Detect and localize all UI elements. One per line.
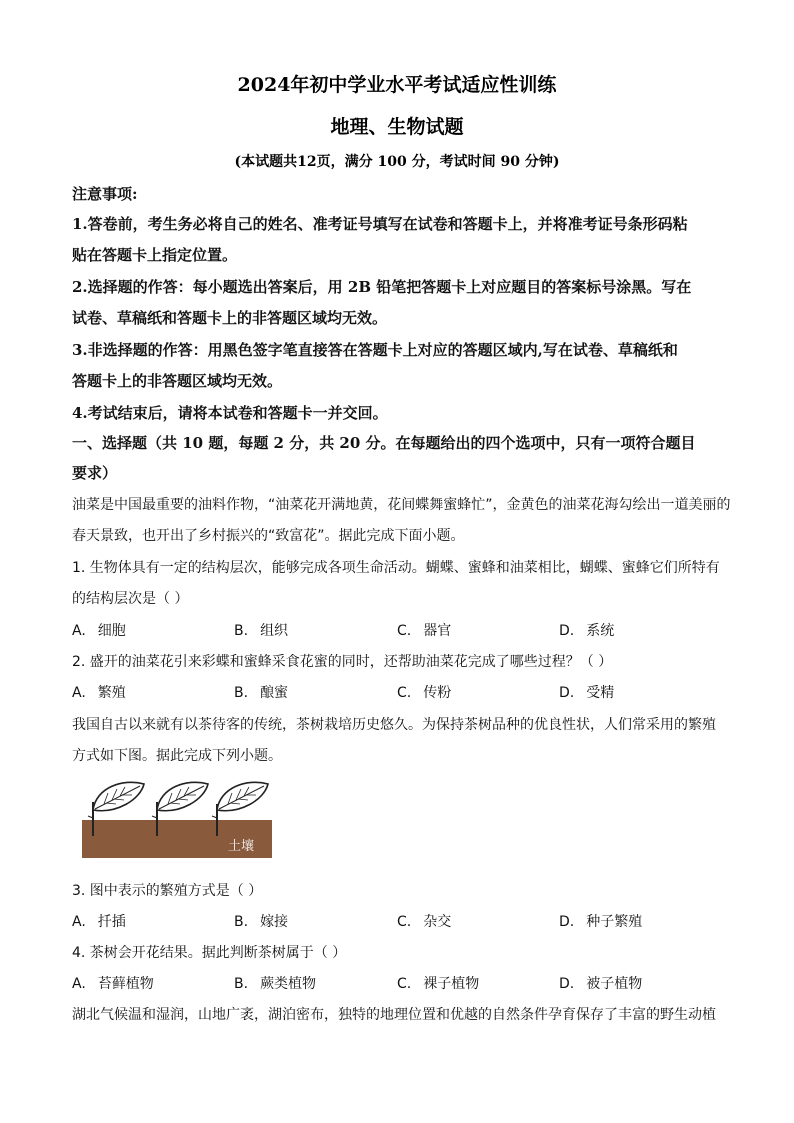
cutting-propagation-figure	[82, 780, 272, 858]
option-b[interactable]: B. 酿蜜	[234, 685, 289, 701]
section-heading: 要求）	[72, 464, 118, 482]
question-2-stem: 2. 盛开的油菜花引来彩蝶和蜜蜂采食花蜜的同时，还帮助油菜花完成了哪些过程？（ ）	[72, 654, 613, 670]
option-d[interactable]: D. 被子植物	[559, 976, 643, 992]
option-d[interactable]: D. 种子繁殖	[559, 914, 643, 930]
passage-line: 方式如下图。据此完成下列小题。	[72, 748, 282, 764]
passage-line: 湖北气候温和湿润，山地广袤，湖泊密布，独特的地理位置和优越的自然条件孕育保存了丰富的野生动植	[72, 1007, 716, 1023]
notice-line: 1.答卷前，考生务必将自己的姓名、准考证号填写在试卷和答题卡上，并将准考证号条形码粘	[72, 215, 688, 233]
option-c[interactable]: C. 裸子植物	[397, 976, 480, 992]
question-1-options	[72, 620, 732, 640]
notice-line: 2.选择题的作答：每小题选出答案后，用 2B 铅笔把答题卡上对应题目的答案标号涂黑。写在	[72, 278, 692, 296]
option-d[interactable]: D. 系统	[559, 623, 615, 639]
section-heading: 一、选择题（共 10 题，每题 2 分，共 20 分。在每题给出的四个选项中，只有一项符合题目	[72, 434, 696, 452]
option-c[interactable]: C. 器官	[397, 623, 452, 639]
question-2-options	[72, 682, 732, 702]
option-a[interactable]: A. 繁殖	[72, 685, 126, 701]
notice-line: 试卷、草稿纸和答题卡上的非答题区域均无效。	[72, 309, 388, 327]
soil-label: 土壤	[228, 839, 255, 854]
option-b[interactable]: B. 组织	[234, 623, 289, 639]
exam-subtitle: 地理、生物试题	[330, 116, 464, 138]
question-4-stem: 4. 茶树会开花结果。据此判断茶树属于（ ）	[72, 945, 347, 961]
notice-line: 4.考试结束后，请将本试卷和答题卡一并交回。	[72, 404, 388, 422]
option-b[interactable]: B. 蕨类植物	[234, 976, 317, 992]
option-a[interactable]: A. 细胞	[72, 623, 126, 639]
notice-line: 3.非选择题的作答：用黑色签字笔直接答在答题卡上对应的答题区域内,写在试卷、草稿纸和	[72, 341, 678, 359]
question-4-options	[72, 973, 732, 993]
question-3-options	[72, 911, 732, 931]
question-3-stem: 3. 图中表示的繁殖方式是（ ）	[72, 883, 263, 899]
option-a[interactable]: A. 扦插	[72, 914, 126, 930]
option-a[interactable]: A. 苔藓植物	[72, 976, 154, 992]
option-c[interactable]: C. 杂交	[397, 914, 452, 930]
notice-heading: 注意事项:	[72, 185, 138, 203]
passage-line: 油菜是中国最重要的油料作物，“油菜花开满地黄，花间蝶舞蜜蜂忙”，金黄色的油菜花海勾绘出一道美丽的	[72, 497, 731, 513]
notice-line: 答题卡上的非答题区域均无效。	[72, 372, 283, 390]
question-1-stem: 1. 生物体具有一定的结构层次，能够完成各项生命活动。蝴蝶、蜜蜂和油菜相比，蝴蝶、蜜蜂它们所特有	[72, 560, 720, 576]
notice-line: 贴在答题卡上指定位置。	[72, 246, 238, 264]
passage-line: 我国自古以来就有以茶待客的传统，茶树栽培历史悠久。为保持茶树品种的优良性状，人们常采用的繁殖	[72, 717, 716, 733]
option-d[interactable]: D. 受精	[559, 685, 615, 701]
passage-line: 春天景致，也开出了乡村振兴的“致富花”。据此完成下面小题。	[72, 528, 465, 544]
option-c[interactable]: C. 传粉	[397, 685, 452, 701]
exam-title: 2024年初中学业水平考试适应性训练	[237, 74, 557, 96]
option-b[interactable]: B. 嫁接	[234, 914, 289, 930]
exam-info: (本试题共12页，满分 100 分，考试时间 90 分钟)	[234, 154, 560, 170]
question-1-stem: 的结构层次是（ ）	[72, 591, 189, 607]
